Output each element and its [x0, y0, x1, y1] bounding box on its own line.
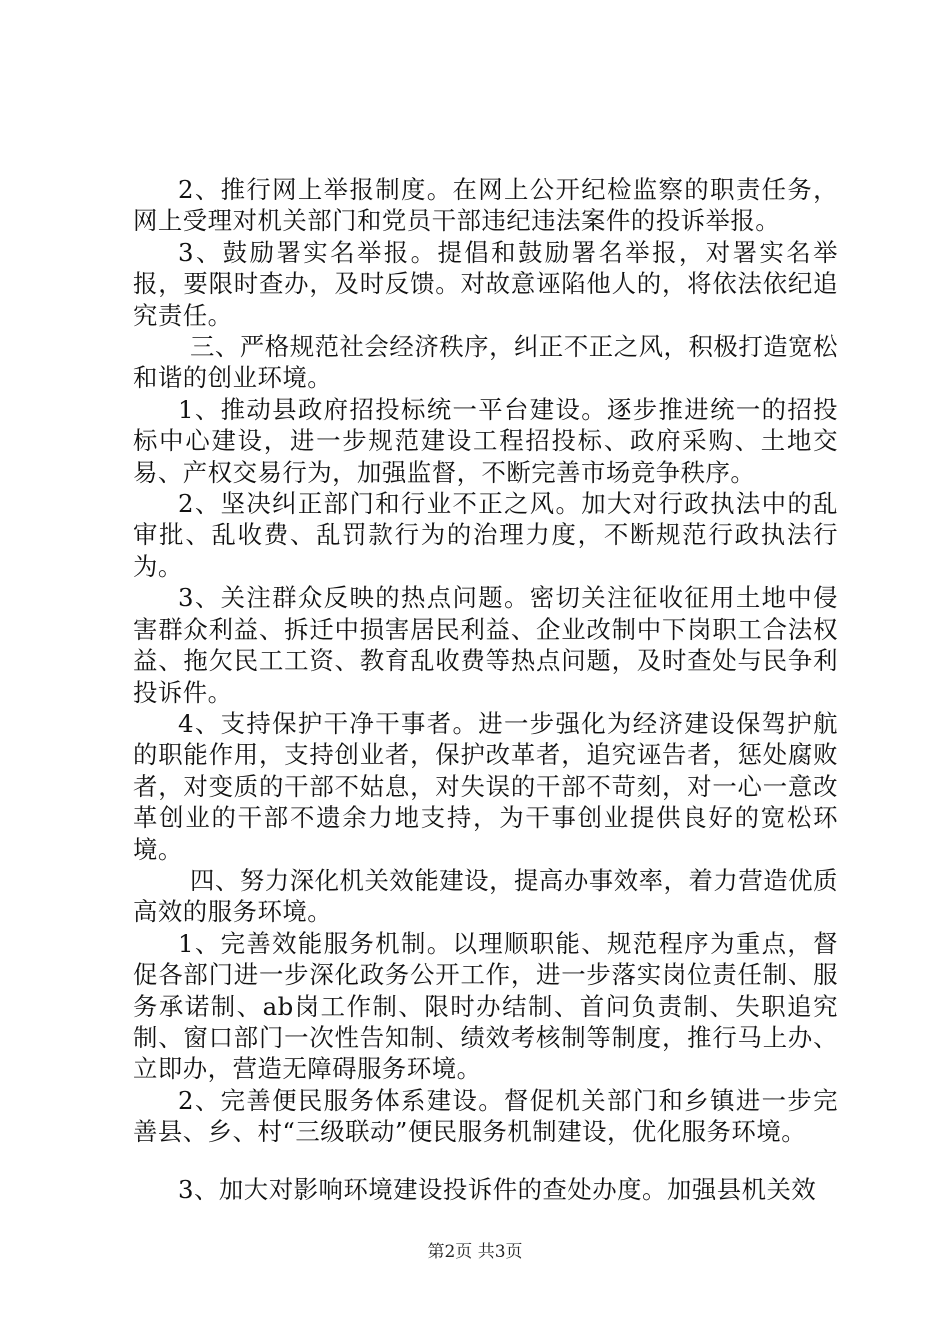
paragraph-correct-malpractice: 2、坚决纠正部门和行业不正之风。加大对行政执法中的乱审批、乱收费、乱罚款行为的治理力度，不断规范行政执法行为。: [133, 489, 838, 581]
paragraph-hot-issues: 3、关注群众反映的热点问题。密切关注征收征用土地中侵害群众利益、拆迁中损害居民利益、企业改制中下岗职工合法权益、拖欠民工工资、教育乱收费等热点问题，及时查处与民争利投诉件。: [133, 583, 838, 707]
paragraph-online-reporting: 2、推行网上举报制度。在网上公开纪检监察的职责任务，网上受理对机关部门和党员干部违纪违法案件的投诉举报。: [133, 175, 838, 236]
section-heading-four: 四、努力深化机关效能建设，提高办事效率，着力营造优质高效的服务环境。: [133, 865, 838, 927]
paragraph-efficiency-mechanism: 1、完善效能服务机制。以理顺职能、规范程序为重点，督促各部门进一步深化政务公开工作，进一步落实岗位责任制、服务承诺制、ab岗工作制、限时办结制、首问负责制、失职追究制、窗口部门一次性告知制、绩效考核制等制度，推行马上办、立即办，营造无障碍服务环境。: [133, 928, 838, 1084]
document-body: [133, 174, 838, 1205]
section-heading-three: 三、严格规范社会经济秩序，纠正不正之风，积极打造宽松和谐的创业环境。: [133, 332, 838, 393]
paragraph-bidding-platform: 1、推动县政府招投标统一平台建设。逐步推进统一的招投标中心建设，进一步规范建设工程招投标、政府采购、土地交易、产权交易行为，加强监督，不断完善市场竞争秩序。: [133, 394, 838, 487]
page-number-footer: 第2页 共3页: [427, 1242, 523, 1262]
paragraph-complaint-handling: 3、加大对影响环境建设投诉件的查处办度。加强县机关效: [178, 1174, 817, 1204]
paragraph-real-name-reporting: 3、鼓励署实名举报。提倡和鼓励署名举报，对署实名举报，要限时查办，及时反馈。对故意诬陷他人的，将依法依纪追究责任。: [133, 237, 838, 330]
paragraph-protect-officials: 4、支持保护干净干事者。进一步强化为经济建设保驾护航的职能作用，支持创业者，保护改革者，追究诬告者，惩处腐败者，对变质的干部不姑息，对失误的干部不苛刻，对一心一意改革创业的干部不遗余力地支持，为干事创业提供良好的宽松环境。: [133, 708, 838, 864]
paragraph-convenience-service: 2、完善便民服务体系建设。督促机关部门和乡镇进一步完善县、乡、村“三级联动”便民服务机制建设，优化服务环境。: [133, 1085, 838, 1147]
